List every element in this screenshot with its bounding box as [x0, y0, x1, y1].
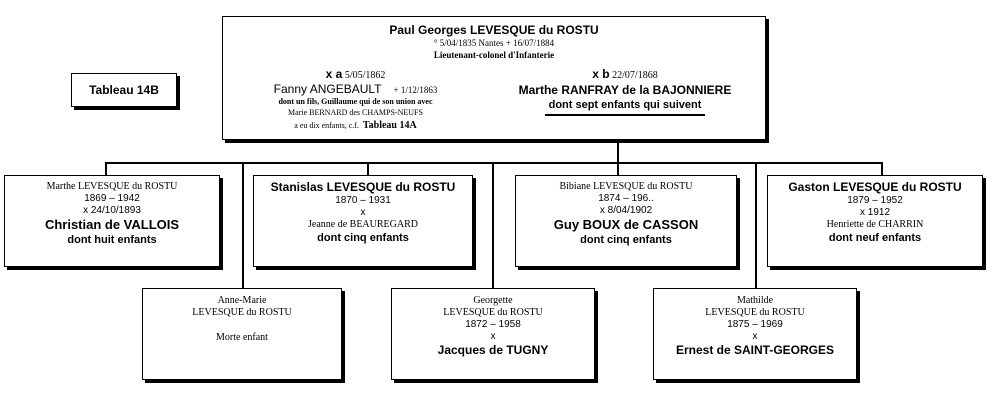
drop-annemarie — [242, 162, 244, 289]
child-georgette-marriage: x — [490, 331, 496, 342]
child-box-marthe — [4, 175, 220, 267]
root-dates: ° 5/04/1835 Nantes + 16/07/1884 — [433, 38, 555, 48]
spouse-a-ref: Tableau 14A — [362, 120, 417, 131]
spouse-b-marker: x b — [592, 67, 610, 81]
spouse-a-note2: Marie BERNARD des CHAMPS-NEUFS — [288, 108, 423, 117]
child-box-georgette — [391, 288, 595, 380]
child-gaston-dates: 1879 – 1952 — [847, 195, 903, 206]
spouse-b — [503, 67, 747, 116]
child-mathilde-marriage: x — [752, 331, 758, 342]
drop-marthe — [105, 162, 107, 176]
child-mathilde-surname: LEVESQUE du ROSTU — [705, 307, 805, 318]
spouse-b-name: Marthe RANFRAY de la BAJONNIERE — [518, 83, 732, 97]
spouse-b-children-note: dont sept enfants qui suivent — [548, 99, 702, 111]
child-marthe-name: Marthe LEVESQUE du ROSTU — [46, 181, 178, 192]
sibling-bar — [105, 162, 883, 164]
spouse-a-death: + 1/12/1863 — [393, 85, 438, 95]
child-marthe-spouse: Christian de VALLOIS — [44, 217, 180, 232]
child-stanislas-spouse: Jeanne de BEAUREGARD — [308, 219, 418, 230]
child-annemarie-first: Anne-Marie — [217, 295, 267, 306]
tableau-label: Tableau 14B — [89, 83, 159, 97]
child-mathilde-spouse: Ernest de SAINT-GEORGES — [675, 343, 835, 357]
child-georgette-spouse: Jacques de TUGNY — [437, 343, 549, 357]
root-person-box — [222, 16, 766, 140]
spouse-a-marker: x a — [325, 67, 343, 81]
child-stanislas-marriage: x — [360, 207, 366, 218]
child-gaston-name: Gaston LEVESQUE du ROSTU — [788, 180, 962, 194]
child-gaston-marriage: x 1912 — [859, 207, 891, 218]
spouse-a — [223, 67, 488, 132]
child-bibiane-spouse: Guy BOUX de CASSON — [553, 217, 699, 232]
child-box-annemarie — [142, 288, 342, 380]
child-stanislas-name: Stanislas LEVESQUE du ROSTU — [270, 180, 456, 194]
child-stanislas-children: dont cinq enfants — [317, 232, 409, 244]
child-marthe-marriage: x 24/10/1893 — [83, 205, 141, 216]
child-annemarie-note: Morte enfant — [216, 332, 268, 343]
child-marthe-children: dont huit enfants — [67, 234, 157, 246]
spouse-a-note1: dont un fils, Guillaume qui de son union avec — [278, 97, 433, 106]
spouse-b-underline — [545, 114, 705, 116]
spouse-b-date: 22/07/1868 — [609, 70, 658, 81]
child-annemarie-surname: LEVESQUE du ROSTU — [192, 307, 292, 318]
child-georgette-first: Georgette — [473, 295, 513, 306]
child-box-bibiane — [515, 175, 737, 267]
child-bibiane-name: Bibiane LEVESQUE du ROSTU — [559, 181, 693, 192]
child-marthe-dates: 1869 – 1942 — [84, 193, 140, 204]
child-georgette-dates: 1872 – 1958 — [465, 319, 521, 330]
drop-georgette — [492, 162, 494, 289]
child-mathilde-first: Mathilde — [736, 295, 774, 306]
child-gaston-children: dont neuf enfants — [828, 232, 922, 244]
child-gaston-spouse: Henriette de CHARRIN — [826, 219, 924, 230]
child-box-stanislas — [253, 175, 473, 267]
child-mathilde-dates: 1875 – 1969 — [727, 319, 783, 330]
drop-gaston — [881, 162, 883, 176]
child-bibiane-marriage: x 8/04/1902 — [599, 205, 653, 216]
child-box-mathilde — [653, 288, 857, 380]
child-georgette-surname: LEVESQUE du ROSTU — [443, 307, 543, 318]
child-bibiane-dates: 1874 – 196.. — [598, 193, 654, 204]
child-bibiane-children: dont cinq enfants — [580, 234, 672, 246]
tableau-label-box — [71, 73, 177, 107]
root-name: Paul Georges LEVESQUE du ROSTU — [389, 23, 599, 37]
spouse-a-note3: a eu dix enfants, c.f. — [294, 121, 359, 130]
spouse-a-name: Fanny ANGEBAULT — [273, 82, 382, 96]
child-box-gaston — [767, 175, 983, 267]
drop-stanislas — [367, 162, 369, 176]
root-title: Lieutenant-colonel d'Infanterie — [433, 50, 555, 60]
child-stanislas-dates: 1870 – 1931 — [335, 195, 391, 206]
drop-bibiane — [617, 162, 619, 176]
spouse-a-date: 5/05/1862 — [342, 70, 386, 81]
drop-mathilde — [755, 162, 757, 289]
